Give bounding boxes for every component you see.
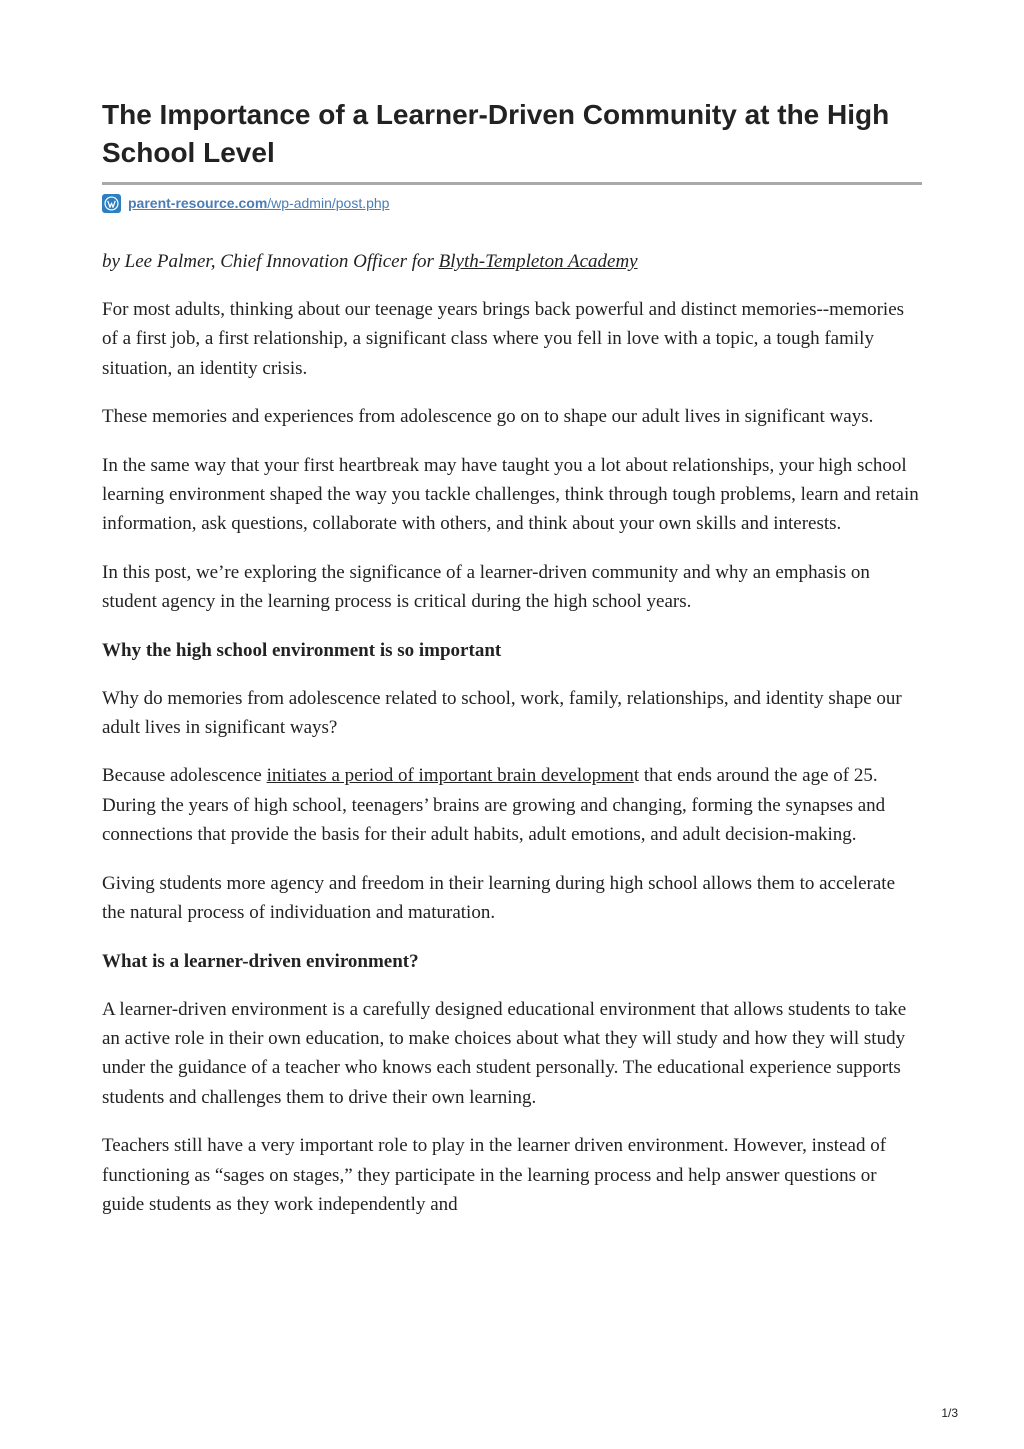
paragraph-1: For most adults, thinking about our teenage years brings back powerful and distinct memories--memories of a first job, a first relationship, a significant class where you fell in love with a topic, a tough family situation, an identity crisis. [102, 299, 905, 379]
page-title: The Importance of a Learner-Driven Community at the High School Level [102, 99, 890, 168]
paragraph-6-start: Because adolescence [102, 765, 267, 787]
document-page [102, 96, 922, 1219]
section-heading-learner-driven: What is a learner-driven environment? [102, 950, 419, 972]
source-domain-link[interactable]: parent-resource.com [128, 195, 268, 211]
paragraph-6-end: t that ends around the age of 25. During the years of high school, teenagers’ brains are growing and changing, forming the synapses and connections that provide the basis for their adult habits, adult emotions, and adult decision-making. [102, 765, 886, 846]
byline-text: by Lee Palmer, Chief Innovation Officer for [102, 251, 439, 272]
paragraph-9: Teachers still have a very important role to play in the learner driven environment. However, instead of functioning as “sages on stages,” they participate in the learning process and help answer questions or guide students as they work independently and [102, 1135, 887, 1215]
paragraph-4: In this post, we’re exploring the significance of a learner-driven community and why an emphasis on student agency in the learning process is critical during the high school years. [102, 561, 870, 613]
paragraph-2: These memories and experiences from adolescence go on to shape our adult lives in significant ways. [102, 406, 874, 428]
paragraph-8: A learner-driven environment is a carefully designed educational environment that allows students to take an active role in their own education, to make choices about what they will study and how they will study under the guidance of a teacher who knows each student personally. The educational experience supports students and challenges them to drive their own learning. [102, 998, 907, 1108]
page-number: 1/3 [941, 1406, 958, 1420]
paragraph-3: In the same way that your first heartbreak may have taught you a lot about relationships, your high school learning environment shaped the way you tackle challenges, think through tough problems, learn and retain information, ask questions, collaborate with others, and think about your own skills and interests. [102, 454, 919, 535]
byline [102, 247, 922, 276]
paragraph-6 [102, 761, 922, 849]
source-path-link[interactable]: /wp-admin/post.php [267, 195, 390, 211]
title-divider [102, 182, 922, 185]
wordpress-icon [102, 194, 121, 213]
paragraph-7: Giving students more agency and freedom in their learning during high school allows them to accelerate the natural process of individuation and maturation. [102, 872, 896, 924]
section-heading-environment: Why the high school environment is so important [102, 639, 502, 661]
brain-development-link[interactable]: initiates a period of important brain developmen [266, 765, 634, 787]
source-url[interactable] [102, 192, 922, 214]
paragraph-5: Why do memories from adolescence related to school, work, family, relationships, and identity shape our adult lives in significant ways? [102, 687, 902, 739]
academy-link[interactable]: Blyth-Templeton Academy [438, 251, 638, 272]
